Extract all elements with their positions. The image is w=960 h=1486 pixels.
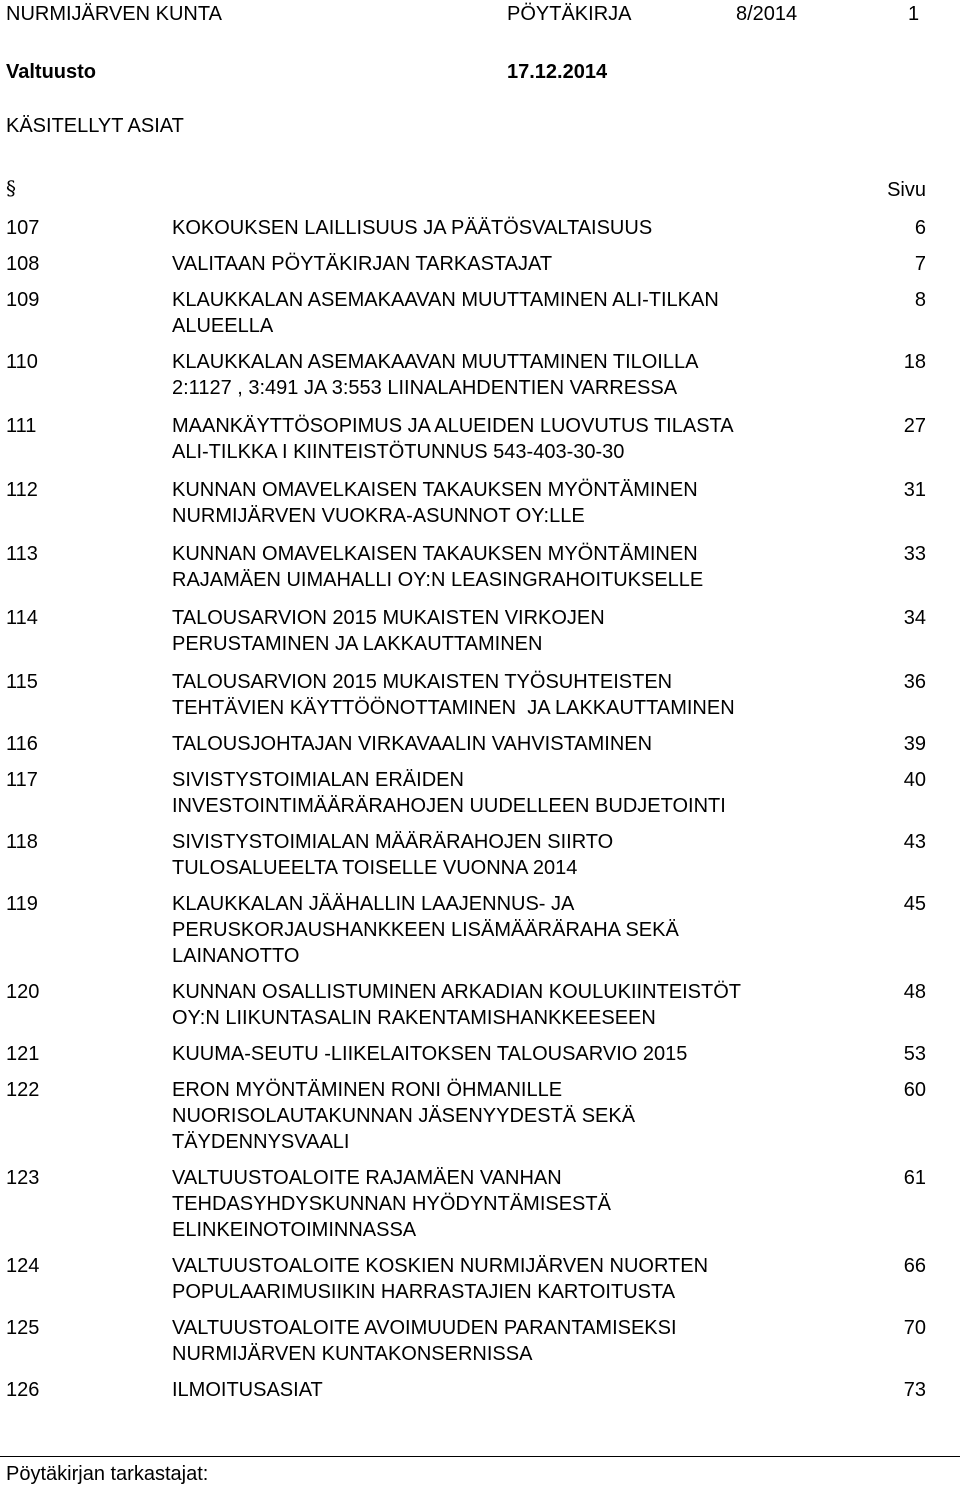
agenda-item	[0, 731, 960, 757]
page-column-header: Sivu	[887, 179, 926, 201]
agenda-item-number: 120	[6, 981, 40, 1003]
agenda-item	[0, 891, 960, 969]
agenda-item-page: 7	[914, 253, 926, 275]
agenda-item-title: TALOUSARVION 2015 MUKAISTEN VIRKOJEN PERUSTAMINEN JA LAKKAUTTAMINEN	[172, 607, 605, 655]
agenda-item	[0, 349, 960, 401]
agenda-item-number: 114	[6, 607, 38, 629]
agenda-item-page: 45	[903, 893, 926, 915]
agenda-item-number: 115	[6, 671, 38, 693]
agenda-item-title: KLAUKKALAN ASEMAKAAVAN MUUTTAMINEN ALI-TILKAN ALUEELLA	[172, 289, 719, 337]
agenda-item-number: 108	[6, 253, 40, 275]
agenda-item-title: VALTUUSTOALOITE AVOIMUUDEN PARANTAMISEKSI NURMIJÄRVEN KUNTAKONSERNISSA	[172, 1317, 677, 1365]
agenda-item-number: 118	[6, 831, 38, 853]
agenda-item	[0, 767, 960, 819]
agenda-item	[0, 829, 960, 881]
agenda-item	[0, 1077, 960, 1155]
agenda-item-number: 117	[6, 769, 38, 791]
agenda-item-page: 48	[903, 981, 926, 1003]
municipality-name: NURMIJÄRVEN KUNTA	[6, 3, 222, 25]
council-name: Valtuusto	[6, 61, 97, 83]
agenda-item-title: MAANKÄYTTÖSOPIMUS JA ALUEIDEN LUOVUTUS TILASTA ALI-TILKKA I KIINTEISTÖTUNNUS 543-403-30-30	[172, 415, 734, 463]
agenda-item-page: 31	[903, 479, 926, 501]
agenda-item-number: 107	[6, 217, 40, 239]
agenda-item-number: 124	[6, 1255, 40, 1277]
agenda-item-number: 125	[6, 1317, 40, 1339]
agenda-item-title: VALITAAN PÖYTÄKIRJAN TARKASTAJAT	[172, 253, 553, 275]
agenda-item-page: 40	[903, 769, 926, 791]
agenda-item-page: 8	[914, 289, 926, 311]
agenda-item-title: KUNNAN OSALLISTUMINEN ARKADIAN KOULUKIINTEISTÖT OY:N LIIKUNTASALIN RAKENTAMISHANKKEESEEN	[172, 981, 741, 1029]
agenda-item	[0, 979, 960, 1031]
agenda-item-page: 66	[903, 1255, 926, 1277]
document-type: PÖYTÄKIRJA	[507, 3, 632, 25]
agenda-item	[0, 605, 960, 657]
agenda-item-title: ILMOITUSASIAT	[172, 1379, 323, 1401]
paragraph-symbol: §	[6, 176, 16, 200]
agenda-item-number: 119	[6, 893, 38, 915]
agenda-item-number: 111	[6, 415, 37, 437]
agenda-item-page: 39	[903, 733, 926, 755]
agenda-item	[0, 1253, 960, 1305]
agenda-item-number: 121	[6, 1043, 40, 1065]
agenda-item-page: 34	[903, 607, 926, 629]
agenda-item	[0, 669, 960, 721]
agenda-item-number: 116	[6, 733, 38, 755]
meeting-date: 17.12.2014	[507, 61, 608, 83]
agenda-item	[0, 477, 960, 529]
agenda-item-title: VALTUUSTOALOITE RAJAMÄEN VANHAN TEHDASYHDYSKUNNAN HYÖDYNTÄMISESTÄ ELINKEINOTOIMINNASSA	[172, 1167, 611, 1241]
agenda-item-title: KLAUKKALAN JÄÄHALLIN LAAJENNUS- JA PERUSKORJAUSHANKKEEN LISÄMÄÄRÄRAHA SEKÄ LAINANOTTO	[172, 893, 679, 967]
agenda-item-title: KUNNAN OMAVELKAISEN TAKAUKSEN MYÖNTÄMINEN RAJAMÄEN UIMAHALLI OY:N LEASINGRAHOITUKSELLE	[172, 543, 704, 591]
agenda-item-page: 61	[903, 1167, 926, 1189]
agenda-item	[0, 287, 960, 339]
document-number: 8/2014	[736, 3, 798, 25]
agenda-item-number: 122	[6, 1079, 40, 1101]
agenda-item	[0, 1041, 960, 1067]
agenda-item-number: 110	[6, 351, 38, 373]
agenda-item	[0, 541, 960, 593]
agenda-item-page: 6	[914, 217, 926, 239]
agenda-item	[0, 251, 960, 277]
agenda-item-number: 123	[6, 1167, 40, 1189]
agenda-item-number: 109	[6, 289, 40, 311]
footer-divider	[0, 1456, 960, 1457]
agenda-item-title: ERON MYÖNTÄMINEN RONI ÖHMANILLE NUORISOLAUTAKUNNAN JÄSENYYDESTÄ SEKÄ TÄYDENNYSVAALI	[172, 1079, 636, 1153]
agenda-item-number: 112	[6, 479, 38, 501]
agenda-item-title: SIVISTYSTOIMIALAN MÄÄRÄRAHOJEN SIIRTO TULOSALUEELTA TOISELLE VUONNA 2014	[172, 831, 614, 879]
footer-reviewers-label: Pöytäkirjan tarkastajat:	[6, 1463, 209, 1485]
agenda-item-title: KOKOUKSEN LAILLISUUS JA PÄÄTÖSVALTAISUUS	[172, 217, 653, 239]
agenda-item-title: KLAUKKALAN ASEMAKAAVAN MUUTTAMINEN TILOILLA 2:1127 , 3:491 JA 3:553 LIINALAHDENTIEN VARRESSA	[172, 351, 699, 399]
agenda-item-page: 53	[903, 1043, 926, 1065]
agenda-item-page: 18	[903, 351, 926, 373]
agenda-item-number: 126	[6, 1379, 40, 1401]
agenda-item-title: TALOUSARVION 2015 MUKAISTEN TYÖSUHTEISTEN TEHTÄVIEN KÄYTTÖÖNOTTAMINEN JA LAKKAUTTAMINEN	[172, 671, 735, 719]
agenda-item-page: 36	[903, 671, 926, 693]
page-number: 1	[908, 3, 920, 25]
section-title: KÄSITELLYT ASIAT	[6, 115, 184, 137]
agenda-item	[0, 1377, 960, 1403]
agenda-item	[0, 1165, 960, 1243]
agenda-list	[0, 215, 960, 1403]
agenda-item	[0, 1315, 960, 1367]
agenda-item-page: 70	[903, 1317, 926, 1339]
agenda-item	[0, 215, 960, 241]
agenda-item-page: 27	[903, 415, 926, 437]
agenda-item-page: 60	[903, 1079, 926, 1101]
agenda-item-title: KUUMA-SEUTU -LIIKELAITOKSEN TALOUSARVIO 2015	[172, 1043, 688, 1065]
agenda-item-page: 33	[903, 543, 926, 565]
agenda-item-title: VALTUUSTOALOITE KOSKIEN NURMIJÄRVEN NUORTEN POPULAARIMUSIIKIN HARRASTAJIEN KARTOITUSTA	[172, 1255, 709, 1303]
agenda-item-title: SIVISTYSTOIMIALAN ERÄIDEN INVESTOINTIMÄÄRÄRAHOJEN UUDELLEEN BUDJETOINTI	[172, 769, 726, 817]
agenda-item-title: TALOUSJOHTAJAN VIRKAVAALIN VAHVISTAMINEN	[172, 733, 653, 755]
agenda-item-page: 73	[903, 1379, 926, 1401]
agenda-item-number: 113	[6, 543, 38, 565]
agenda-item	[0, 413, 960, 465]
agenda-item-page: 43	[903, 831, 926, 853]
agenda-item-title: KUNNAN OMAVELKAISEN TAKAUKSEN MYÖNTÄMINEN NURMIJÄRVEN VUOKRA-ASUNNOT OY:LLE	[172, 479, 698, 527]
